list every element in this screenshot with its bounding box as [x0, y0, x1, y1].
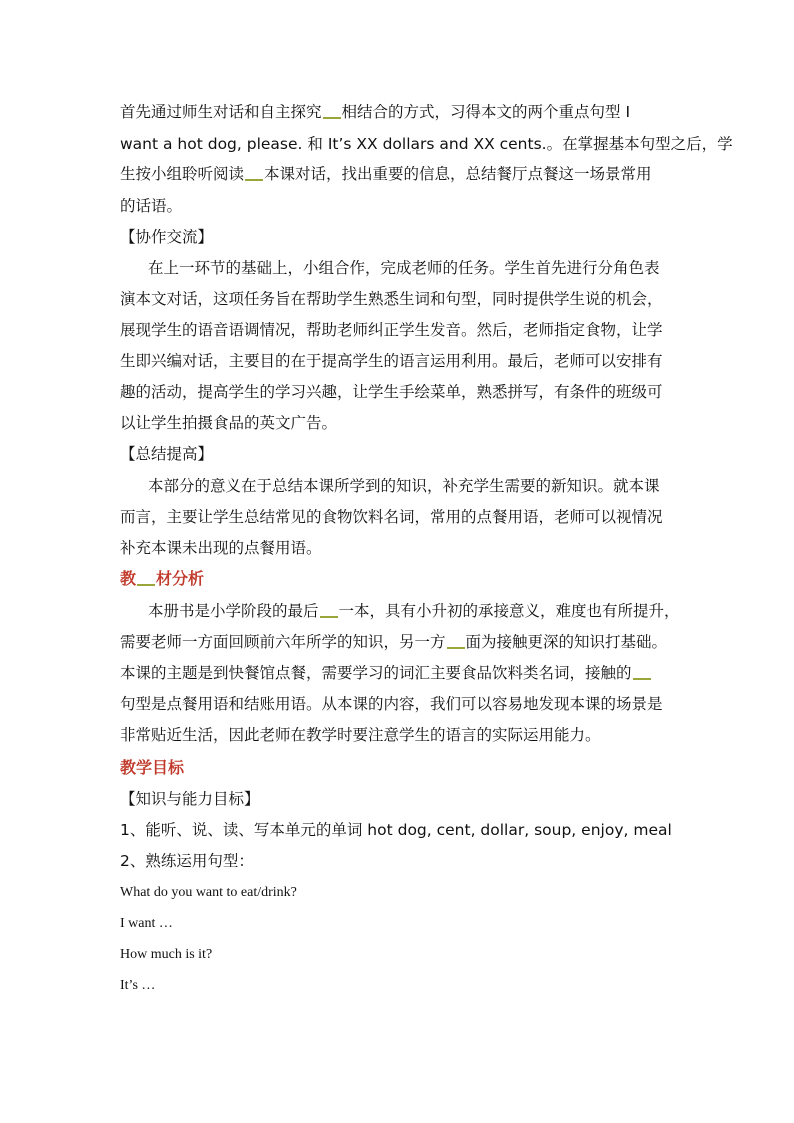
section-title	[120, 569, 204, 589]
text-run: 材分析	[156, 569, 205, 588]
text-run: 教	[120, 569, 137, 588]
text-run: 本课对话，找出重要的信息，总结餐厅点餐这一场景常用	[264, 165, 652, 183]
paragraph-line	[148, 601, 680, 621]
underline-mark	[137, 583, 155, 586]
paragraph-line	[120, 102, 630, 122]
paragraph-line: 的话语。	[120, 197, 183, 215]
paragraph-line: 展现学生的语音语调情况，帮助老师纠正学生发音。然后，老师指定食物，让学	[120, 321, 663, 339]
paragraph-line: 以让学生拍摄食品的英文广告。	[120, 414, 338, 432]
underline-mark	[323, 116, 341, 119]
paragraph-line	[120, 663, 652, 683]
paragraph-line: 本部分的意义在于总结本课所学到的知识，补充学生需要的新知识。就本课	[148, 477, 660, 495]
sentence-pattern: It’s …	[120, 978, 156, 993]
list-item: 1、能听、说、读、写本单元的单词 hot dog, cent, dollar, soup, enjoy, meal	[120, 821, 672, 839]
sentence-pattern: What do you want to eat/drink?	[120, 885, 297, 900]
text-run: 本课的主题是到快餐馆点餐，需要学习的词汇主要食品饮料类名词，接触的	[120, 664, 632, 682]
text-run: 本册书是小学阶段的最后	[148, 602, 319, 620]
paragraph-line: 而言，主要让学生总结常见的食物饮料名词，常用的点餐用语，老师可以视情况	[120, 508, 663, 526]
text-run: 需要老师一方面回顾前六年所学的知识，另一方	[120, 633, 446, 651]
sentence-pattern: I want …	[120, 916, 173, 931]
text-run: 生按小组聆听阅读	[120, 165, 245, 183]
section-heading: 【总结提高】	[120, 445, 214, 463]
section-heading: 【知识与能力目标】	[120, 790, 260, 808]
paragraph-line: 趣的活动，提高学生的学习兴趣，让学生手绘菜单，熟悉拼写，有条件的班级可	[120, 383, 663, 401]
underline-mark	[320, 615, 338, 618]
paragraph-line	[120, 164, 652, 184]
underline-mark	[633, 677, 651, 680]
paragraph-line: 非常贴近生活，因此老师在教学时要注意学生的语言的实际运用能力。	[120, 726, 601, 744]
text-run: 一本，具有小升初的承接意义，难度也有所提升，	[338, 602, 680, 620]
paragraph-line: want a hot dog, please. 和 It’s XX dollars and XX cents.。在掌握基本句型之后，学	[120, 135, 733, 153]
text-run: 面为接触更深的知识打基础。	[465, 633, 668, 651]
text-run: 相结合的方式，习得本文的两个重点句型 I	[341, 103, 631, 121]
sentence-pattern: How much is it?	[120, 947, 213, 962]
paragraph-line: 补充本课未出现的点餐用语。	[120, 539, 322, 557]
list-item: 2、熟练运用句型：	[120, 852, 254, 870]
paragraph-line: 句型是点餐用语和结账用语。从本课的内容，我们可以容易地发现本课的场景是	[120, 695, 663, 713]
paragraph-line: 在上一环节的基础上，小组合作，完成老师的任务。学生首先进行分角色表	[148, 259, 660, 277]
paragraph-line	[120, 632, 667, 652]
paragraph-line: 生即兴编对话，主要目的在于提高学生的语言运用利用。最后，老师可以安排有	[120, 352, 663, 370]
paragraph-line: 演本文对话，这项任务旨在帮助学生熟悉生词和句型，同时提供学生说的机会，	[120, 290, 663, 308]
section-heading: 【协作交流】	[120, 228, 214, 246]
section-title: 教学目标	[120, 758, 185, 777]
underline-mark	[245, 178, 263, 181]
text-run: 首先通过师生对话和自主探究	[120, 103, 322, 121]
underline-mark	[447, 646, 465, 649]
